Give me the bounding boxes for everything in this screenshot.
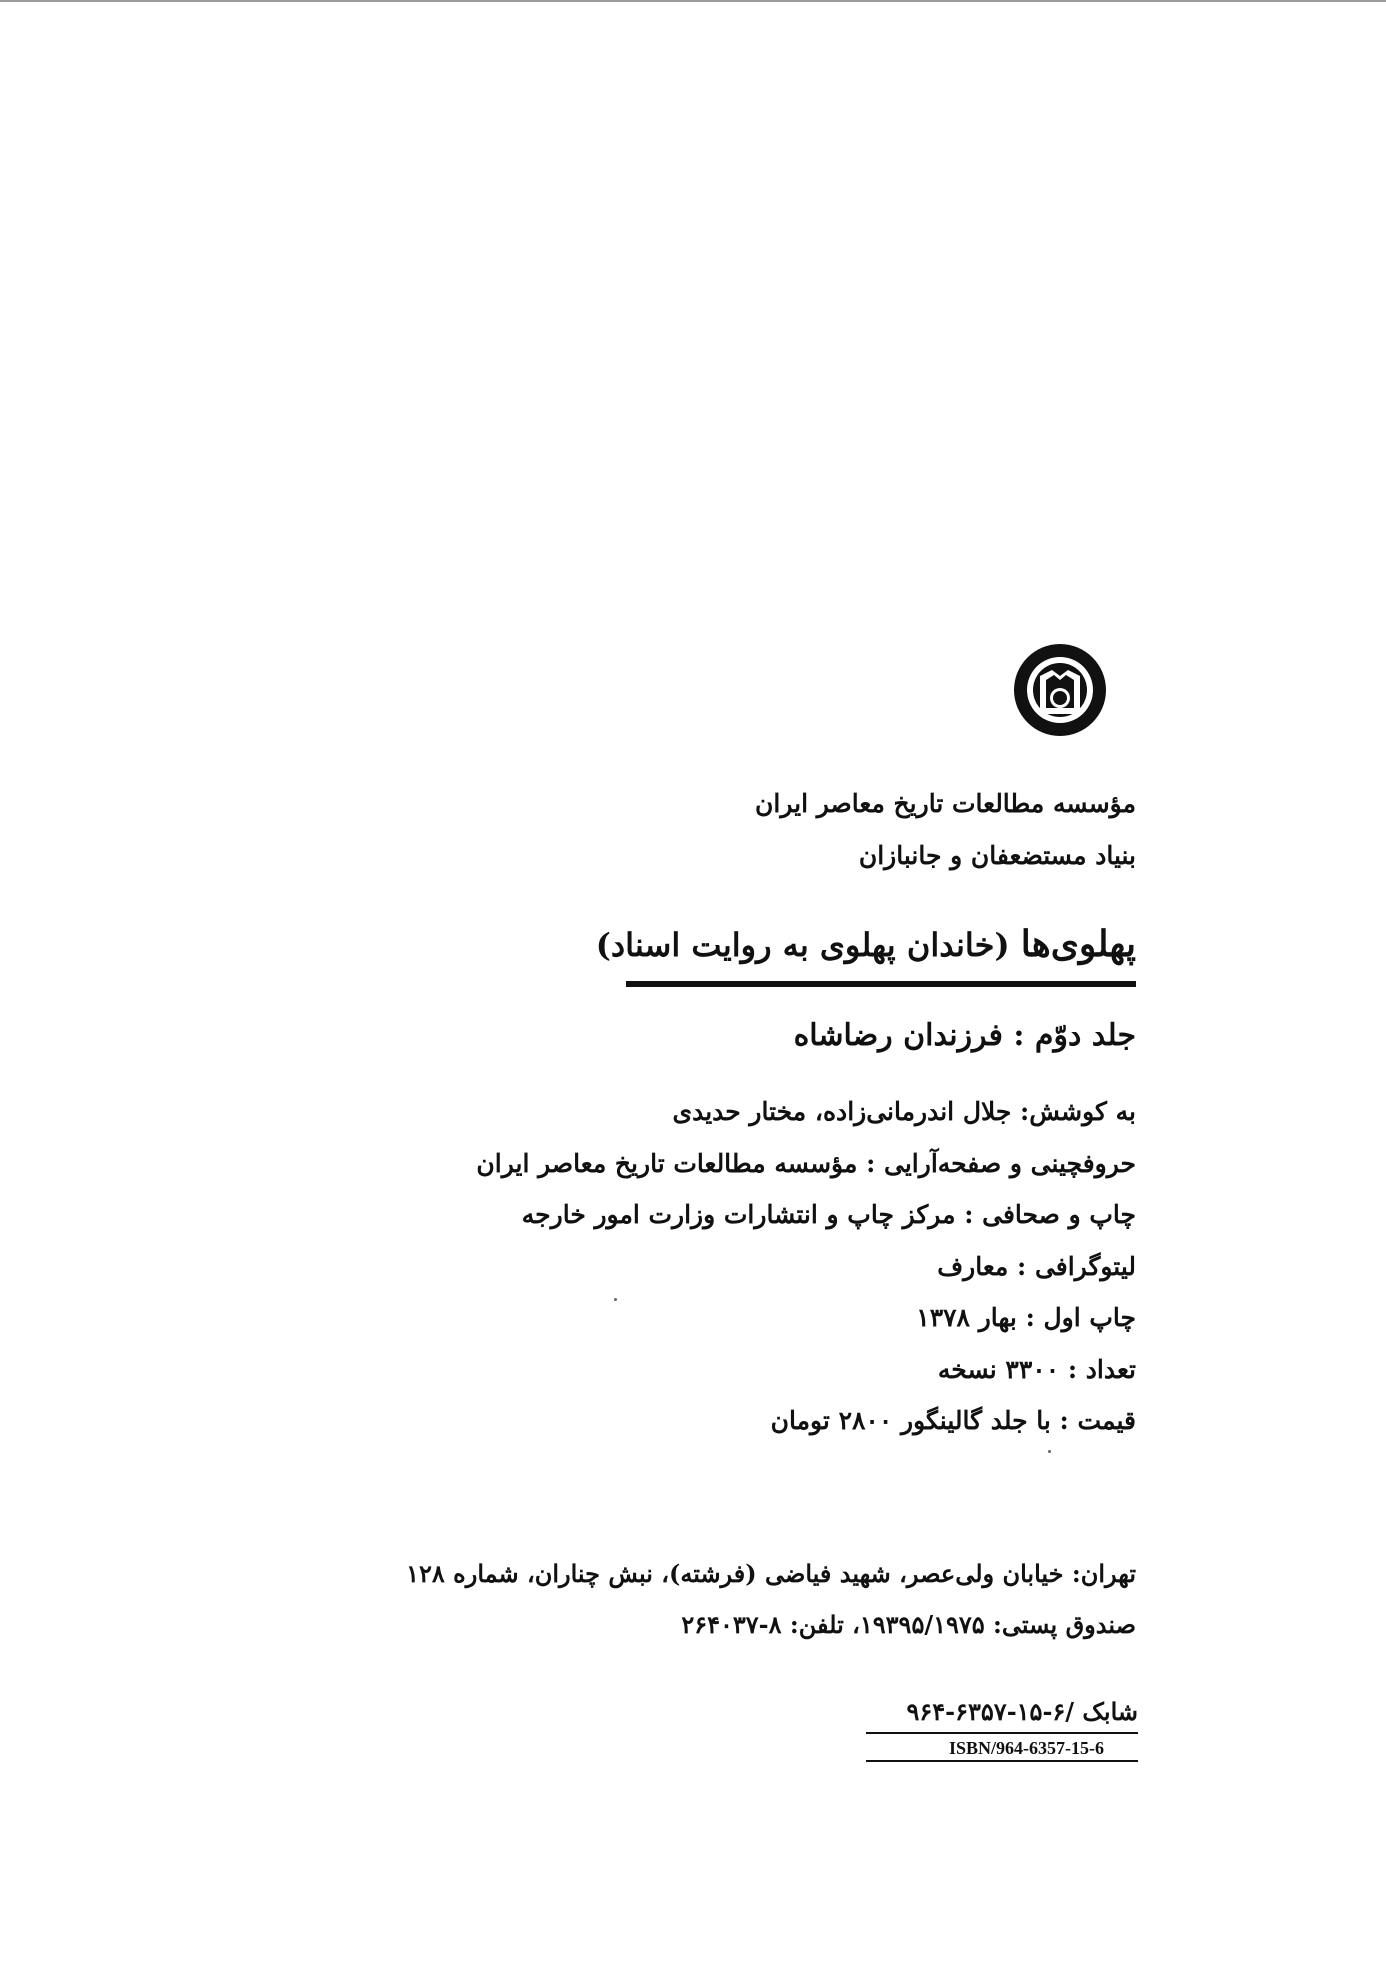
page-top-border: [0, 0, 1386, 2]
volume-title: جلد دوّم : فرزندان رضاشاه: [793, 1018, 1136, 1053]
book-title: [595, 918, 1136, 971]
publisher-parent: بنیاد مستضعفان و جانبازان: [858, 841, 1136, 870]
credit-price: قیمت : با جلد گالینگور ۲۸۰۰ تومان: [770, 1406, 1136, 1435]
institute-seal-icon: [1010, 640, 1110, 740]
address-block: [406, 1548, 1136, 1650]
credit-print-run: تعداد : ۳۳۰۰ نسخه: [937, 1354, 1136, 1384]
credit-edition: چاپ اول : بهار ۱۳۷۸: [916, 1303, 1136, 1332]
address-street: تهران: خیابان ولی‌عصر، شهید فیاضی (فرشته)، نبش چناران، شماره ۱۲۸: [406, 1559, 1136, 1588]
isbn-box: [866, 1694, 1138, 1762]
credit-printing: چاپ و صحافی : مرکز چاپ و انتشارات وزارت امور خارجه: [521, 1200, 1136, 1229]
title-underline: [626, 981, 1136, 987]
publisher-name: مؤسسه مطالعات تاریخ معاصر ایران: [755, 789, 1136, 818]
isbn-persian: شابک /۶-۱۵-۶۳۵۷-۹۶۴: [906, 1697, 1138, 1726]
credit-typesetting: حروفچینی و صفحه‌آرایی : مؤسسه مطالعات تاریخ معاصر ایران: [476, 1148, 1136, 1178]
publisher-block: [755, 778, 1136, 882]
book-title-main: پهلوی‌ها: [1020, 923, 1136, 965]
credits-list: [476, 1086, 1136, 1447]
scan-speck: [614, 1298, 617, 1301]
isbn-divider: [866, 1732, 1138, 1734]
address-postal: صندوق پستی: ۱۹۳۹۵/۱۹۷۵، تلفن: ۸-۲۶۴۰۳۷: [681, 1610, 1136, 1639]
book-title-block: [595, 918, 1136, 987]
isbn-bottom-rule: [866, 1760, 1138, 1762]
book-title-sub: (خاندان پهلوی به روایت اسناد): [595, 926, 1010, 964]
scan-speck: [1048, 1450, 1051, 1453]
credit-editors: به کوشش: جلال اندرمانی‌زاده، مختار حدیدی: [672, 1097, 1136, 1126]
isbn-latin: ISBN/964-6357-15-6: [948, 1738, 1104, 1758]
credit-lithography: لیتوگرافی : معارف: [937, 1251, 1136, 1281]
